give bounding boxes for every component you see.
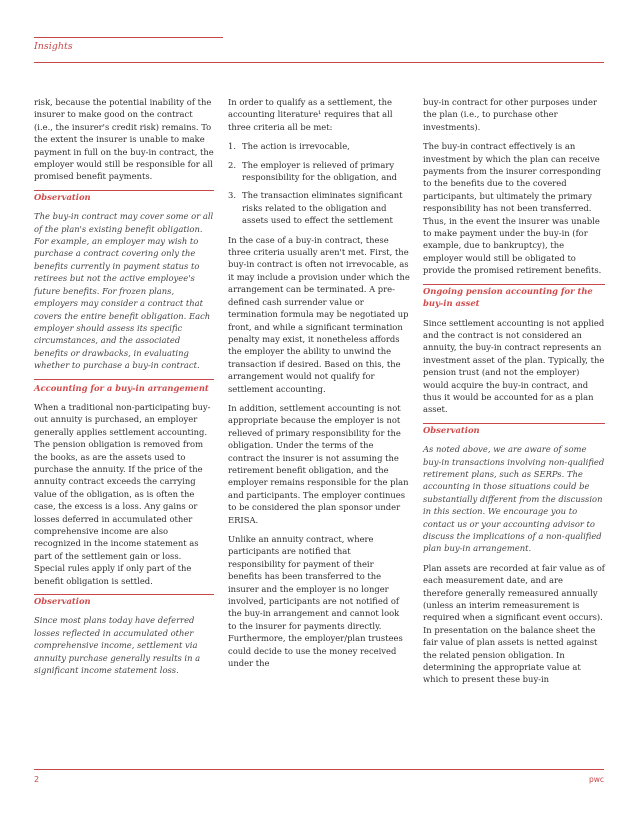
page-number: 2 [34,775,40,784]
list-item [228,159,410,184]
section-heading: Accounting for a buy-in arrangement [34,379,214,394]
header-accent-rule [34,37,223,38]
brand-logo: pwc [588,775,604,784]
observation-body: Since most plans today have deferred losses reflected in accumulated other comprehensive income, settlement via annuity purchase generally results in a significant income statement loss. [34,615,201,676]
section-heading: Ongoing pension accounting for the buy-in asset [423,285,593,309]
paragraph: buy-in contract for other purposes under the plan (i.e., to purchase other investments). [423,97,597,132]
list-number: 1. [228,141,236,152]
paragraph: When a traditional non-participating buy-out annuity is purchased, an employer generally applies settlement accounting. The pension obligation is removed from the books, as are the assets used to purchase the annuity. If the price of the annuity contract exceeds the carrying value of the obligation, as is often the case, the excess is a loss. Any gains or losses deferred in accumulated other comprehensive income are also recognized in the income statement as part of the settlement gain or loss. Special rules apply if only part of the benefit obligation is settled. [34,401,211,586]
list-item-text: The transaction eliminates significant risks related to the obligation and assets used to effect the settlement [242,190,403,226]
list-number: 3. [228,190,236,201]
list-item [228,140,410,152]
criteria-list [228,140,410,226]
paragraph: Since settlement accounting is not applied and the contract is not considered an annuity, the buy-in contract represents an investment asset of the plan. Typically, the pension trust (and not the employer) would acquire the buy-in contract, and thus it would be accounted for as a plan asset. [423,317,605,415]
list-item [228,189,410,226]
paragraph: Plan assets are recorded at fair value as of each measurement date, and are therefore generally remeasured annually (unless an interim remeasurement is required when a significant event occurs). In presentation on the balance sheet the fair value of plan assets is netted against the related pension obligation. In determining the appropriate value at which to present these buy-in [423,562,605,685]
list-item-text: The action is irrevocable, [242,141,350,152]
paragraph: risk, because the potential inability of the insurer to make good on the contract (i.e., the insurer's credit risk) remains. To the extent the insurer is unable to make payment in full on the buy-in contract, the employer would still be responsible for all promised benefit payments. [34,97,214,182]
list-item-text: The employer is relieved of primary responsibility for the obligation, and [242,159,398,183]
observation-body: As noted above, we are aware of some buy-in transactions involving non-qualified retirement plans, such as SERPs. The accounting in those situations could be substantially different from the discussion in this section. We encourage you to contact us or your accounting advisor to discuss the implications of a non-qualified plan buy-in arrangement. [423,444,605,554]
observation-body: The buy-in contract may cover some or all of the plan's existing benefit obligation. For example, an employer may wish to purchase a contract covering only the benefits currently in payment status to retirees but not the active employee's future benefits. For frozen plans, employers may consider a contract that covers the entire benefit obligation. Each employer should assess its specific circumstances, and the associated benefits or drawbacks, in evaluating whether to purchase a buy-in contract. [34,211,214,371]
section-title: Insights [34,41,73,52]
column-1 [34,96,214,683]
paragraph: Unlike an annuity contract, where participants are notified that responsibility for payment of their benefits has been transferred to the insurer and the employer is no longer involved, participants are not notified of the buy-in arrangement and cannot look to the insurer for payments directly. Furthermore, the employer/plan trustees could decide to use the money received under the [228,534,403,669]
header-rule [34,62,604,63]
footer-rule [34,769,604,770]
paragraph: In order to qualify as a settlement, the accounting literature¹ requires that all three criteria all be met: [228,97,393,132]
observation-heading: Observation [34,596,91,607]
paragraph: In addition, settlement accounting is not appropriate because the employer is not relieved of primary responsibility for the obligation. Under the terms of the contract the insurer is not assuming the retirement benefit obligation, and the employer remains responsible for the plan and participants. The employer continues to be considered the plan sponsor under ERISA. [228,402,409,525]
observation-heading: Observation [34,191,91,202]
column-3 [423,96,605,693]
paragraph: In the case of a buy-in contract, these three criteria usually aren't met. First, the buy-in contract is often not irrevocable, as it may include a provision under which the arrangement can be terminated. A pre-defined cash surrender value or termination formula may be negotiated up front, and while a significant termination penalty may exist, it nonetheless affords the employer the ability to unwind the transaction if desired. Based on this, the arrangement would not qualify for settlement accounting. [228,234,410,394]
paragraph: The buy-in contract effectively is an investment by which the plan can receive payments from the insurer corresponding to the benefits due to the covered participants, but ultimately the primary responsibility has not been transferred. Thus, in the event the insurer was unable to make payment under the buy-in (for example, due to bankruptcy), the employer would still be obligated to provide the promised retirement benefits. [423,141,602,276]
column-2 [228,96,410,676]
observation-heading: Observation [423,424,480,435]
list-number: 2. [228,159,236,170]
